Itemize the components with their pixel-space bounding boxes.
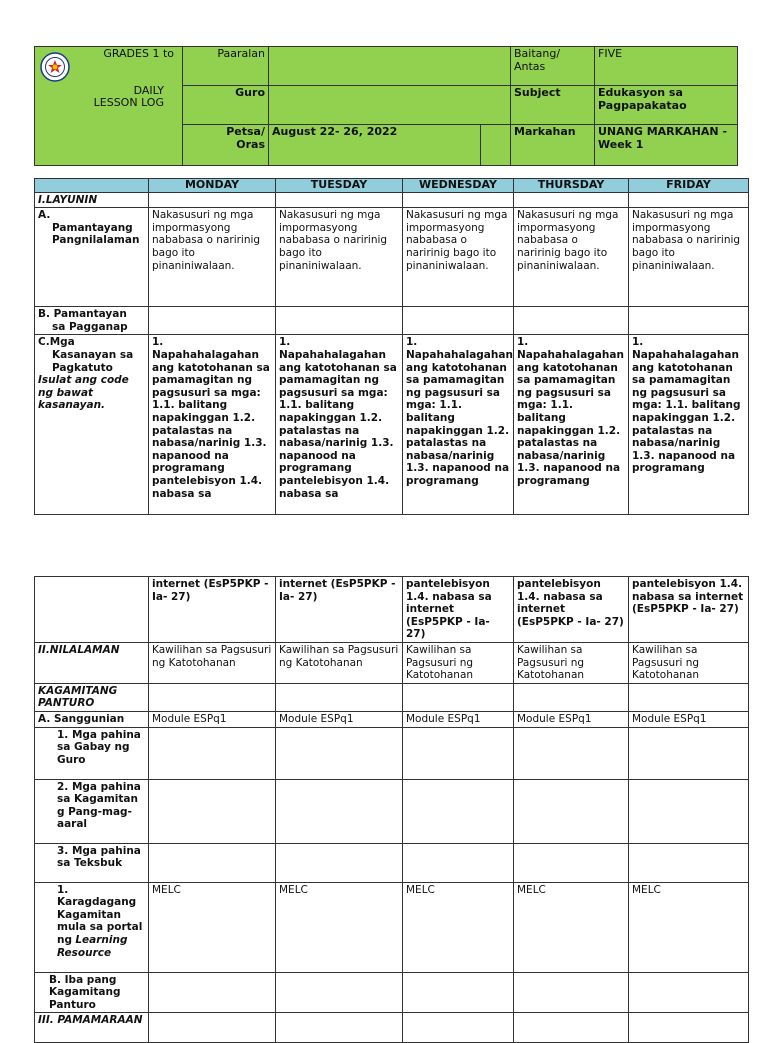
guro-value	[269, 86, 511, 125]
pamantayang-cell: Nakasusuri ng mga impormasyong nababasa o naririnig bago ito pinaniniwalaan.	[514, 208, 629, 307]
gabay-ng-guro-label: 1. Mga pahina sa Gabay ng Guro	[35, 727, 149, 779]
sanggunian-cell: Module ESPq1	[276, 711, 403, 727]
markahan-value: UNANG MARKAHAN - Week 1	[595, 125, 738, 166]
corner-cell	[35, 179, 149, 193]
petsa-value: August 22- 26, 2022	[269, 125, 481, 166]
paaralan-value	[269, 47, 511, 86]
karagdagang-cell: MELC	[276, 882, 403, 972]
layunin-label: I.LAYUNIN	[35, 192, 149, 208]
karagdagang-cell: MELC	[629, 882, 749, 972]
continuation-cell: pantelebisyon 1.4. nabasa sa internet (EsP5PKP - Ia- 27)	[514, 577, 629, 643]
baitang-label: Baitang/ Antas	[511, 47, 595, 86]
kasanayan-cell: 1. Napahahalagahan ang katotohanan sa pamamagitan ng pagsusuri sa mga: 1.1. balitang napakinggan 1.2. patalastas na nabasa/narinig 1.3. napanood na programang	[629, 335, 749, 515]
grades-text: GRADES 1 to	[103, 47, 174, 60]
karagdagang-cell: MELC	[149, 882, 276, 972]
petsa-label: Petsa/ Oras	[183, 125, 269, 166]
header-title-cell	[35, 47, 183, 166]
header-table	[34, 46, 738, 166]
pamantayang-cell: Nakasusuri ng mga impormasyong nababasa o naririnig bago ito pinaniniwalaan.	[403, 208, 514, 307]
pamamaraan-label: III. PAMAMARAAN	[35, 1013, 149, 1043]
daily-text: DAILY	[133, 83, 164, 97]
pamantayang-cell: Nakasusuri ng mga impormasyong nababasa o naririnig bago ito pinaniniwalaan.	[629, 208, 749, 307]
teksbuk-label: 3. Mga pahina sa Teksbuk	[35, 843, 149, 882]
kasanayan-cell: 1. Napahahalagahan ang katotohanan sa pamamagitan ng pagsusuri sa mga: 1.1. balitang napakinggan 1.2. patalastas na nabasa/narinig 1.3. napanood na programang	[403, 335, 514, 515]
pamantayang-pangnilalaman-label: A. Pamantayang Pangnilalaman	[35, 208, 149, 307]
sanggunian-cell: Module ESPq1	[514, 711, 629, 727]
day-header-friday: FRIDAY	[629, 179, 749, 193]
continuation-cell: pantelebisyon 1.4. nabasa sa internet (EsP5PKP - Ia- 27)	[629, 577, 749, 643]
nilalaman-cell: Kawilihan sa Pagsusuri ng Katotohanan	[403, 642, 514, 683]
iba-pang-kagamitang-label: B. Iba pang Kagamitang Panturo	[35, 972, 149, 1013]
kagamitang-panturo-label: KAGAMITANG PANTURO	[35, 683, 149, 711]
lesson-log-text: LESSON LOG	[93, 96, 164, 110]
kasanayan-cell: 1. Napahahalagahan ang katotohanan sa pamamagitan ng pagsusuri sa mga: 1.1. balitang napakinggan 1.2. patalastas na nabasa/narinig 1.3. napanood na programang pantelebisyon 1.4. nabasa sa	[276, 335, 403, 515]
nilalaman-cell: Kawilihan sa Pagsusuri ng Katotohanan	[629, 642, 749, 683]
kagamitan-pang-mag-aaral-label: 2. Mga pahina sa Kagamitan g Pang-mag-aaral	[35, 779, 149, 843]
pamantayang-cell: Nakasusuri ng mga impormasyong nababasa o naririnig bago ito pinaniniwalaan.	[276, 208, 403, 307]
kasanayan-cell: 1. Napahahalagahan ang katotohanan sa pamamagitan ng pagsusuri sa mga: 1.1. balitang napakinggan 1.2. patalastas na nabasa/narinig 1.3. napanood na programang	[514, 335, 629, 515]
subject-label: Subject	[511, 86, 595, 125]
nilalaman-cell: Kawilihan sa Pagsusuri ng Katotohanan	[276, 642, 403, 683]
sanggunian-cell: Module ESPq1	[149, 711, 276, 727]
guro-label: Guro	[183, 86, 269, 125]
baitang-value: FIVE	[595, 47, 738, 86]
continuation-cell: pantelebisyon 1.4. nabasa sa internet (EsP5PKP - Ia- 27)	[403, 577, 514, 643]
kasanayan-label: C.Mga Kasanayan sa Pagkatuto Isulat ang code ng bawat kasanayan.	[35, 335, 149, 515]
petsa-empty	[481, 125, 511, 166]
nilalaman-cell: Kawilihan sa Pagsusuri ng Katotohanan	[149, 642, 276, 683]
day-header-wednesday: WEDNESDAY	[403, 179, 514, 193]
continuation-cell: internet (EsP5PKP - Ia- 27)	[149, 577, 276, 643]
pamantayang-cell: Nakasusuri ng mga impormasyong nababasa o naririnig bago ito pinaniniwalaan.	[149, 208, 276, 307]
paaralan-label: Paaralan	[183, 47, 269, 86]
sanggunian-label: A. Sanggunian	[35, 711, 149, 727]
lesson-table-2	[34, 576, 749, 1043]
lesson-table-1	[34, 178, 749, 515]
sanggunian-cell: Module ESPq1	[629, 711, 749, 727]
continuation-cell: internet (EsP5PKP - Ia- 27)	[276, 577, 403, 643]
nilalaman-label: II.NILALAMAN	[35, 642, 149, 683]
kasanayan-cell: 1. Napahahalagahan ang katotohanan sa pamamagitan ng pagsusuri sa mga: 1.1. balitang napakinggan 1.2. patalastas na nabasa/narinig 1.3. napanood na programang pantelebisyon 1.4. nabasa sa	[149, 335, 276, 515]
sanggunian-cell: Module ESPq1	[403, 711, 514, 727]
day-header-thursday: THURSDAY	[514, 179, 629, 193]
day-header-monday: MONDAY	[149, 179, 276, 193]
pamantayan-pagganap-label: B. Pamantayan sa Pagganap	[35, 307, 149, 335]
deped-seal-icon	[40, 52, 70, 82]
karagdagang-cell: MELC	[514, 882, 629, 972]
nilalaman-cell: Kawilihan sa Pagsusuri ng Katotohanan	[514, 642, 629, 683]
markahan-label: Markahan	[511, 125, 595, 166]
karagdagang-cell: MELC	[403, 882, 514, 972]
subject-value: Edukasyon sa Pagpapakatao	[595, 86, 738, 125]
day-header-tuesday: TUESDAY	[276, 179, 403, 193]
karagdagang-kagamitan-label: 1. Karagdagang Kagamitan mula sa portal ng Learning Resource	[35, 882, 149, 972]
